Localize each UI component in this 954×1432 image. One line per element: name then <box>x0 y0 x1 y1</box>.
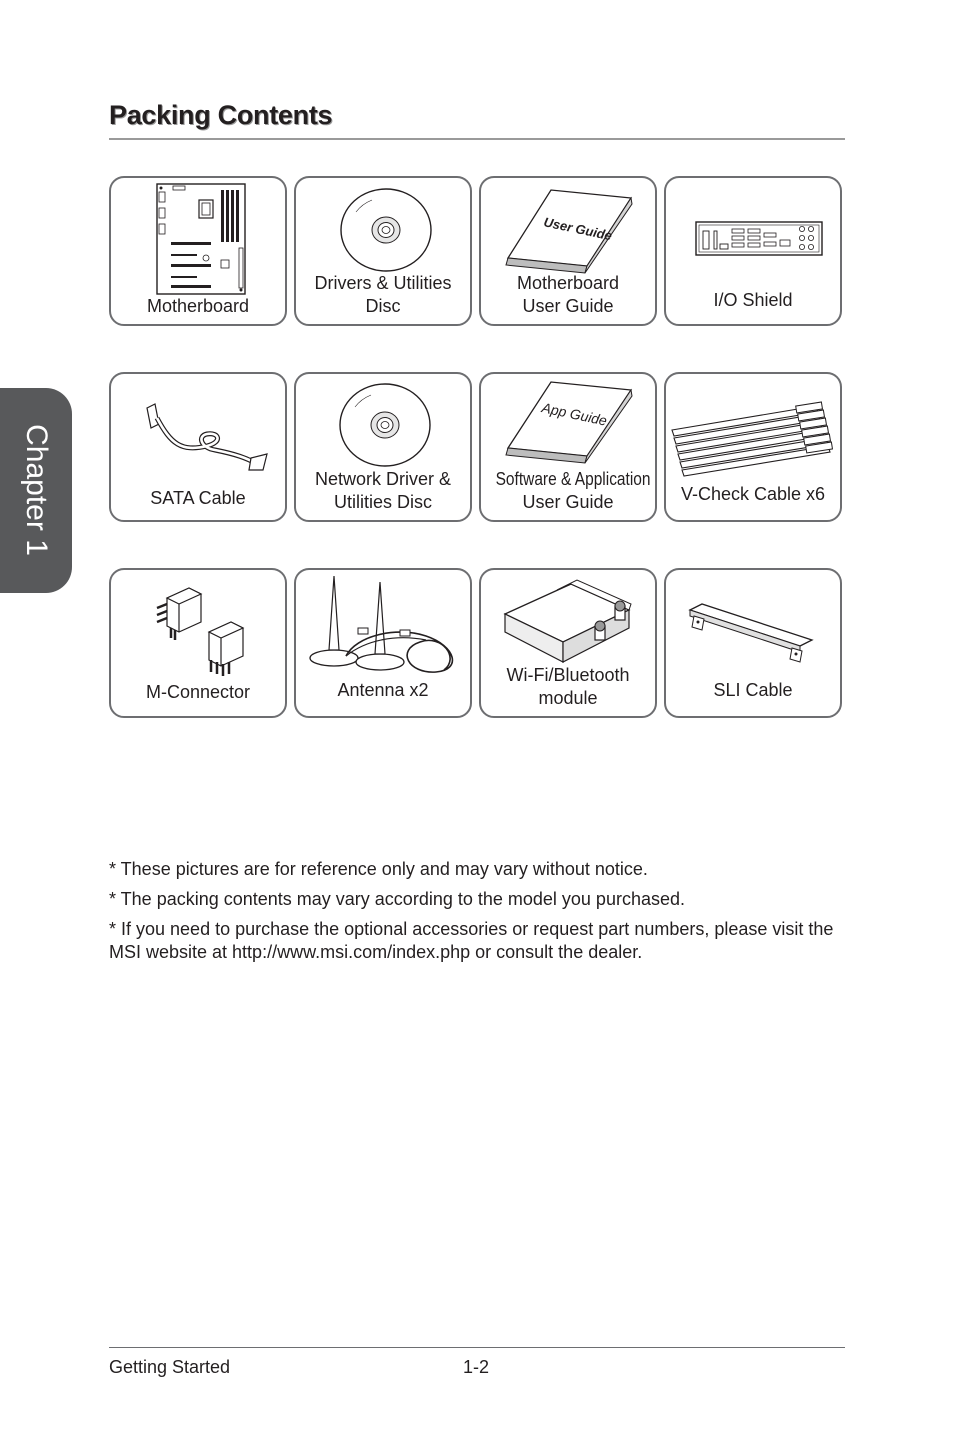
item-card-sli-cable <box>664 568 842 718</box>
item-label: Software & Application User Guide <box>495 469 651 512</box>
item-label: Motherboard User Guide <box>516 273 620 316</box>
item-label: SATA Cable <box>150 488 246 508</box>
section-title <box>109 100 845 140</box>
page-title: Packing Contents <box>109 100 333 130</box>
item-card-v-check-cable <box>664 372 842 522</box>
item-label: Motherboard <box>146 296 250 316</box>
footer-divider <box>109 1347 845 1348</box>
item-card-motherboard <box>109 176 287 326</box>
svg-text:App Guide: App Guide <box>540 399 609 429</box>
item-label: Drivers & Utilities Disc <box>314 273 452 316</box>
note-1: * These pictures are for reference only and may vary without notice. <box>109 859 648 879</box>
item-label: I/O Shield <box>713 290 793 310</box>
item-label: SLI Cable <box>713 680 793 700</box>
footer-section: Getting Started <box>109 1357 231 1377</box>
notes <box>109 858 845 971</box>
page-number: 1-2 <box>463 1357 490 1377</box>
item-label: Wi-Fi/Bluetooth module <box>506 665 630 708</box>
item-label: Antenna x2 <box>337 680 429 700</box>
item-card-m-connector <box>109 568 287 718</box>
item-card-app-user-guide <box>479 372 657 522</box>
chapter-tab-label: Chapter 1 <box>20 424 53 556</box>
note-3: * If you need to purchase the optional accessories or request part numbers, please visit the MSI website at http://www.msi.com/index.php or consult the dealer. <box>109 919 834 962</box>
item-card-drivers-disc <box>294 176 472 326</box>
item-card-wifi-bluetooth <box>479 568 657 718</box>
item-card-antenna <box>294 568 472 718</box>
item-card-io-shield <box>664 176 842 326</box>
svg-text:User Guide: User Guide <box>542 214 614 244</box>
item-label: M-Connector <box>145 682 251 702</box>
chapter-tab <box>0 388 72 593</box>
item-label: Network Driver & Utilities Disc <box>314 469 452 512</box>
item-card-sata-cable <box>109 372 287 522</box>
item-card-motherboard-user-guide <box>479 176 657 326</box>
item-card-network-disc <box>294 372 472 522</box>
item-label: V-Check Cable x6 <box>680 484 826 504</box>
note-2: * The packing contents may vary according to the model you purchased. <box>109 889 685 909</box>
